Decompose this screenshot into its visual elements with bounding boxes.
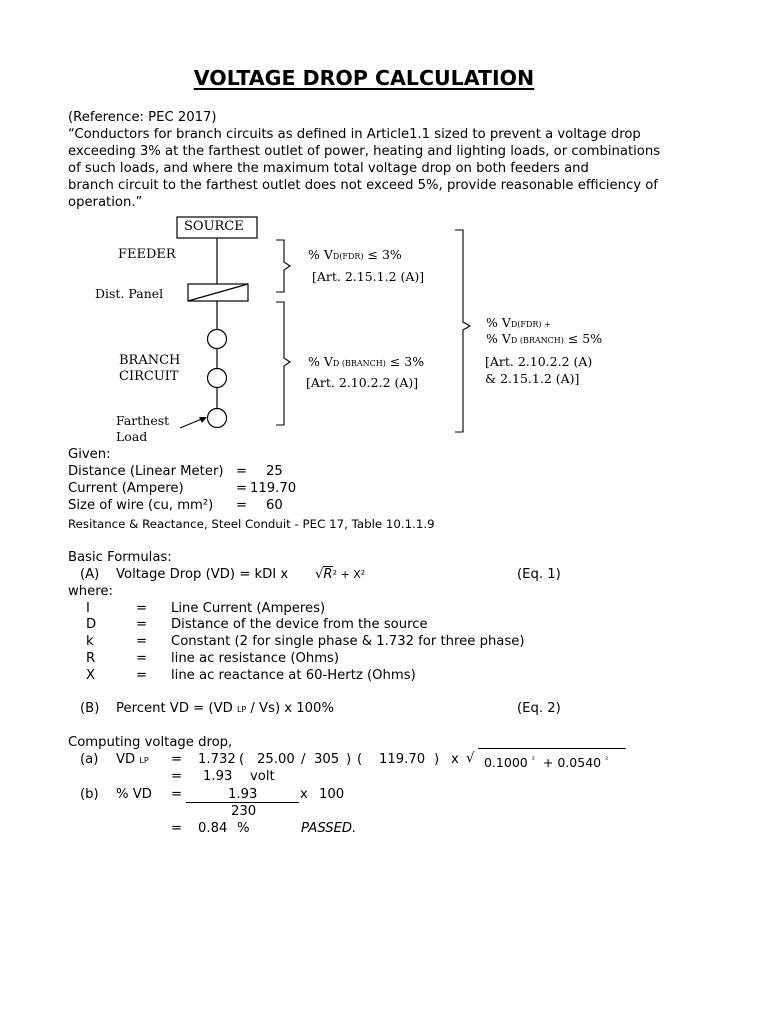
- quote-line: “Conductors for branch circuits as defined in Article1.1 sized to prevent a voltage drop: [68, 127, 641, 142]
- calc-paren: (: [357, 752, 363, 767]
- def-symbol: I: [86, 601, 90, 616]
- vd-unit: volt: [250, 769, 275, 784]
- def-desc: Distance of the device from the source: [171, 617, 428, 632]
- branch-brace: [276, 302, 290, 425]
- total-brace: [455, 230, 470, 432]
- eq1-label: (Eq. 1): [517, 567, 561, 582]
- formula-a-sqrt: √R² + X²: [315, 567, 366, 582]
- feeder-vd-limit: % VD(FDR) ≤ 3%: [308, 247, 402, 262]
- outlet-1: [208, 330, 227, 349]
- outlet-farthest: [208, 409, 227, 428]
- calc-b-eq: =: [171, 787, 183, 802]
- quote-line: exceeding 3% at the farthest outlet of power, heating and lighting loads, or combinations: [68, 144, 661, 159]
- def-desc: Line Current (Amperes): [171, 601, 326, 616]
- total-article-1: [Art. 2.10.2.2 (A): [485, 354, 593, 369]
- calc-a-eq: =: [171, 752, 183, 767]
- given-eq: =: [236, 481, 248, 496]
- calc-paren: (: [239, 752, 245, 767]
- where-label: where:: [68, 584, 113, 599]
- sqrt-vinculum: [478, 748, 626, 749]
- total-article-2: & 2.15.1.2 (A)]: [485, 371, 580, 386]
- def-eq: =: [136, 617, 148, 632]
- quote-line: branch circuit to the farthest outlet does not exceed 5%, provide reasonable efficiency of: [68, 178, 658, 193]
- def-desc: line ac reactance at 60-Hertz (Ohms): [171, 668, 416, 683]
- percent-unit: %: [237, 821, 250, 836]
- def-symbol: R: [86, 651, 96, 666]
- calc-current: 119.70: [379, 752, 426, 767]
- calc-divisor: 305: [314, 752, 340, 767]
- load-label: Load: [116, 429, 148, 444]
- percent-result: 0.84: [198, 821, 228, 836]
- single-line-diagram: [0, 0, 768, 460]
- calc-paren: ): [434, 752, 440, 767]
- dist-panel-diagonal: [188, 284, 248, 301]
- calc-sqrt: √: [466, 751, 475, 766]
- dist-panel-label: Dist. Panel: [95, 286, 164, 301]
- calc-b-tag: (b): [80, 787, 99, 802]
- formula-a-tag: (A): [80, 567, 100, 582]
- feeder-article: [Art. 2.15.1.2 (A)]: [312, 269, 425, 284]
- circuit-label: CIRCUIT: [119, 369, 179, 384]
- calc-a-eq: =: [171, 769, 183, 784]
- quote-line: operation.”: [68, 195, 143, 210]
- total-vd-line2: % VD (BRANCH) ≤ 5%: [486, 331, 603, 346]
- def-eq: =: [136, 668, 148, 683]
- calc-b-times: x: [300, 787, 308, 802]
- given-label: Distance (Linear Meter): [68, 464, 224, 479]
- fraction-numerator: 1.93: [228, 787, 258, 802]
- given-label: Size of wire (cu, mm²): [68, 498, 214, 513]
- calc-paren: ): [346, 752, 352, 767]
- branch-article: [Art. 2.10.2.2 (A)]: [306, 375, 419, 390]
- formula-a-text: Voltage Drop (VD) = kDI x: [116, 567, 289, 582]
- calc-k: 1.732: [198, 752, 236, 767]
- def-symbol: k: [86, 634, 94, 649]
- total-vd-line1: % VD(FDR) +: [486, 315, 551, 330]
- fraction-denominator: 230: [231, 804, 257, 819]
- page-title: VOLTAGE DROP CALCULATION: [193, 66, 535, 90]
- formula-b-tag: (B): [80, 701, 100, 716]
- formula-b-text: Percent VD = (VD LP / Vs) x 100%: [116, 701, 334, 716]
- outlet-2: [208, 369, 227, 388]
- given-eq: =: [236, 498, 248, 513]
- calc-times: x: [451, 752, 459, 767]
- given-eq: =: [236, 464, 248, 479]
- def-desc: line ac resistance (Ohms): [171, 651, 340, 666]
- vd-result: 1.93: [203, 769, 233, 784]
- feeder-label: FEEDER: [118, 247, 176, 262]
- quote-line: of such loads, and where the maximum total voltage drop on both feeders and: [68, 161, 589, 176]
- def-symbol: D: [86, 617, 97, 632]
- table-note: Resitance & Reactance, Steel Conduit - PEC 17, Table 10.1.1.9: [68, 517, 435, 531]
- given-value: 119.70: [250, 481, 297, 496]
- computing-heading: Computing voltage drop,: [68, 735, 233, 750]
- reference-text: (Reference: PEC 2017): [68, 110, 217, 125]
- branch-vd-limit: % VD (BRANCH) ≤ 3%: [308, 354, 425, 369]
- given-value: 60: [266, 498, 283, 513]
- given-value: 25: [266, 464, 283, 479]
- feeder-brace: [276, 240, 290, 292]
- calc-slash: /: [301, 752, 306, 767]
- farthest-label: Farthest: [116, 413, 170, 428]
- calc-a-lhs: VD LP: [116, 752, 149, 767]
- calc-distance: 25.00: [257, 752, 295, 767]
- branch-label: BRANCH: [119, 353, 181, 368]
- calc-b-eq: =: [171, 821, 183, 836]
- def-symbol: X: [86, 668, 96, 683]
- def-eq: =: [136, 651, 148, 666]
- status-passed: PASSED.: [301, 821, 357, 836]
- given-label: Current (Ampere): [68, 481, 184, 496]
- eq2-label: (Eq. 2): [517, 701, 561, 716]
- calc-b-100: 100: [319, 787, 345, 802]
- given-heading: Given:: [68, 447, 111, 462]
- source-label: SOURCE: [184, 219, 244, 234]
- def-eq: =: [136, 601, 148, 616]
- def-desc: Constant (2 for single phase & 1.732 for three phase): [171, 634, 525, 649]
- calc-resistance: 0.1000 $^{^2}$ + 0.0540 $^{^2}$: [484, 755, 609, 771]
- formulas-heading: Basic Formulas:: [68, 550, 172, 565]
- calc-b-lhs: % VD: [116, 787, 152, 802]
- calc-a-tag: (a): [80, 752, 99, 767]
- def-eq: =: [136, 634, 148, 649]
